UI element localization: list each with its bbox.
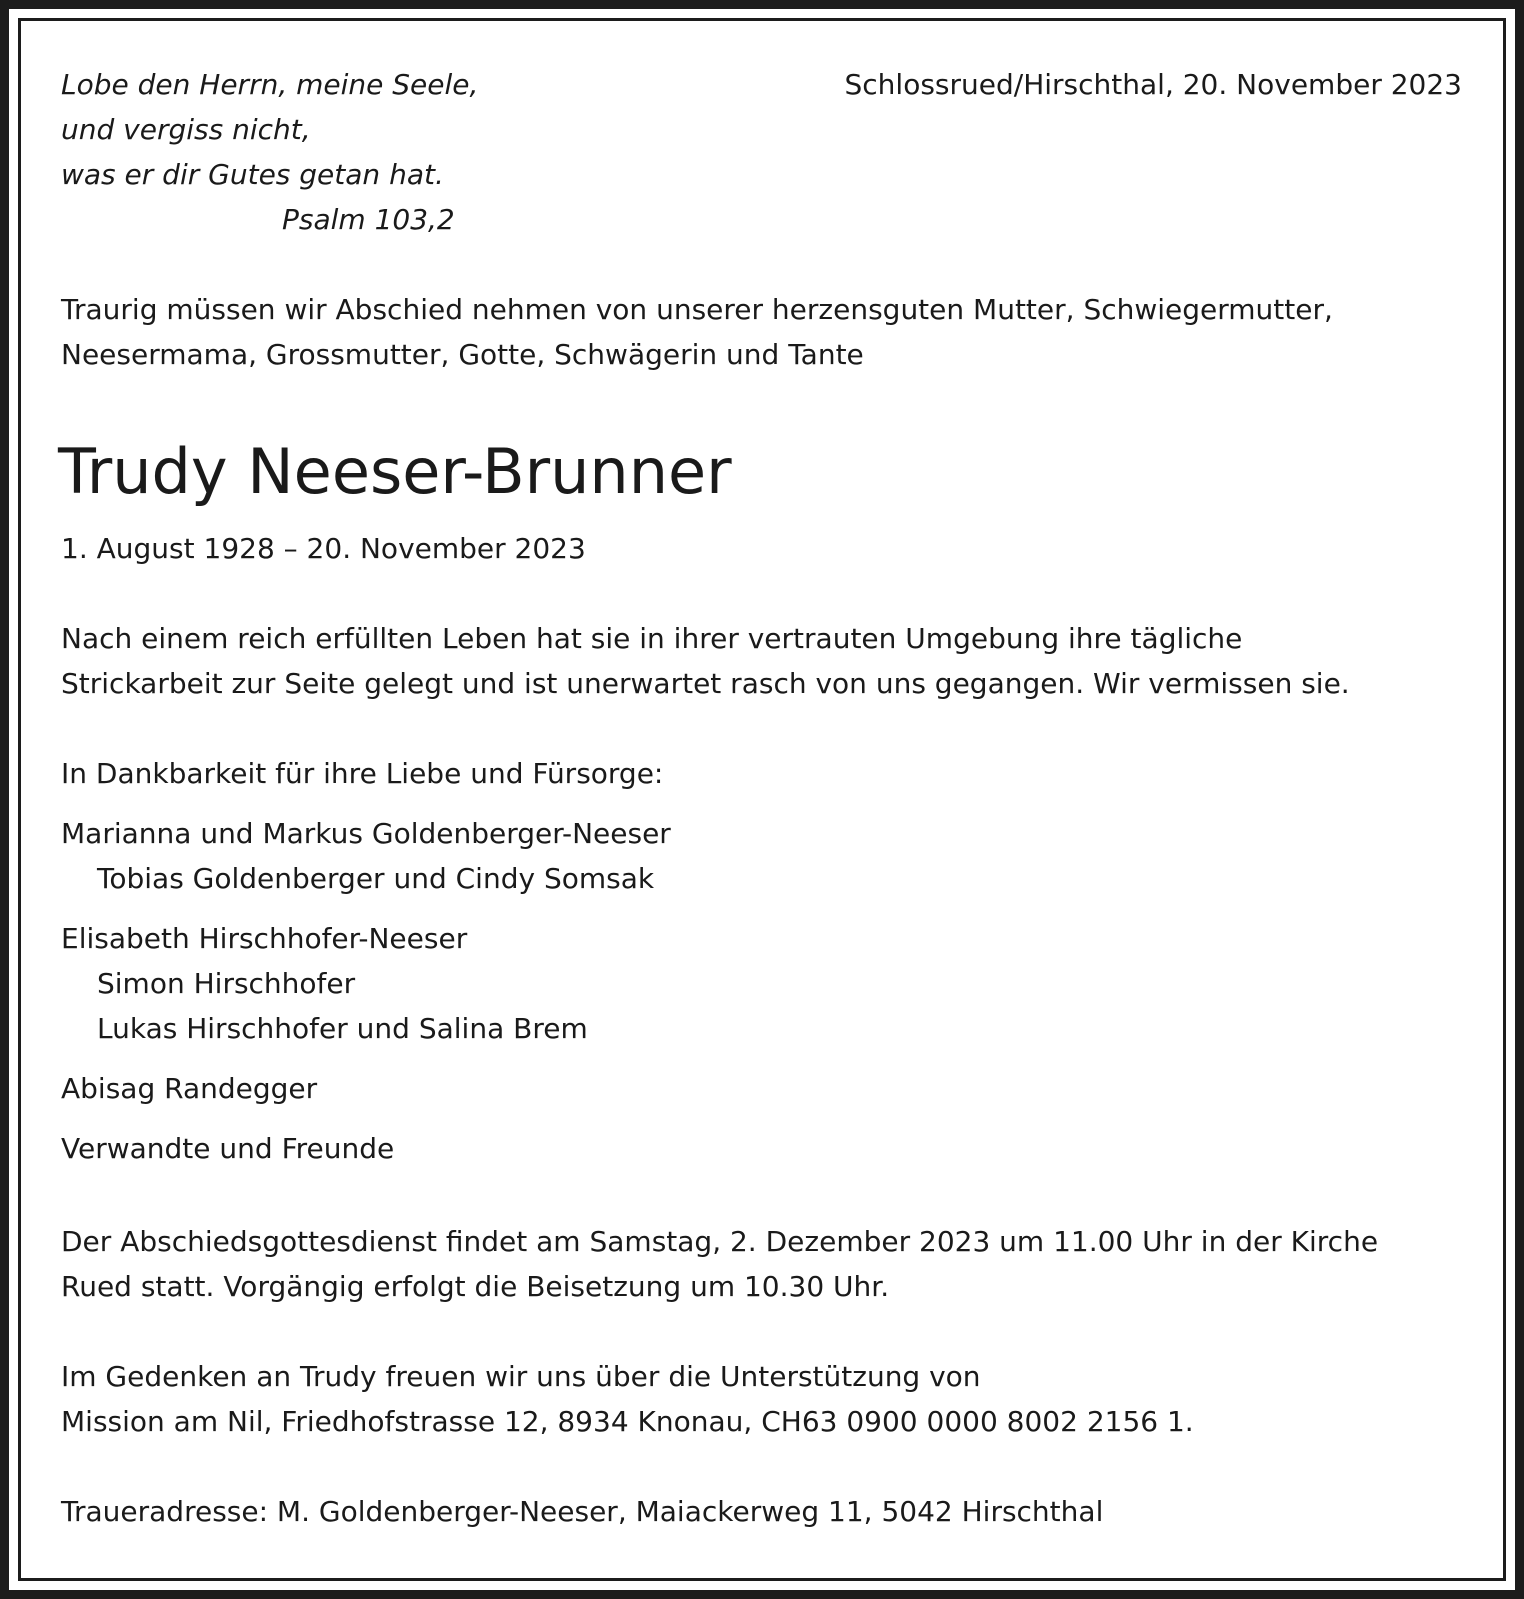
intro-line: Traurig müssen wir Abschied nehmen von unserer herzensguten Mutter, Schwiegermutter, — [61, 293, 1333, 326]
family-head: Elisabeth Hirschhofer-Neeser — [61, 922, 468, 955]
tribute-line: Strickarbeit zur Seite gelegt und ist unerwartet rasch von uns gegangen. Wir vermissen sie. — [61, 667, 1350, 700]
family-member: Lukas Hirschhofer und Salina Brem — [97, 1012, 588, 1045]
family-head: Verwandte und Freunde — [61, 1132, 395, 1165]
family-member: Simon Hirschhofer — [97, 967, 356, 1000]
gratitude-line: In Dankbarkeit für ihre Liebe und Fürsorge: — [61, 757, 664, 790]
inner-border — [18, 18, 1506, 1581]
donation-line: Mission am Nil, Friedhofstrasse 12, 8934 Knonau, CH63 0900 0000 8002 2156 1. — [61, 1405, 1194, 1438]
intro-text — [61, 287, 1333, 377]
lifespan-dates: 1. August 1928 – 20. November 2023 — [61, 532, 586, 565]
tribute-text — [61, 616, 1350, 706]
service-line: Rued statt. Vorgängig erfolgt die Beisetzung um 10.30 Uhr. — [61, 1270, 890, 1303]
deceased-name: Trudy Neeser-Brunner — [58, 435, 732, 508]
service-info — [61, 1219, 1378, 1309]
family-head: Abisag Randegger — [61, 1072, 318, 1105]
donation-info — [61, 1354, 1194, 1444]
family-group — [61, 811, 671, 901]
mourners-list — [61, 811, 671, 1186]
donation-line: Im Gedenken an Trudy freuen wir uns über die Unterstützung von — [61, 1360, 981, 1393]
verse-line: was er dir Gutes getan hat. — [61, 158, 444, 191]
intro-line: Neesermama, Grossmutter, Gotte, Schwägerin und Tante — [61, 338, 864, 371]
verse-reference: Psalm 103,2 — [282, 203, 455, 236]
verse-line: Lobe den Herrn, meine Seele, — [61, 68, 479, 101]
family-member: Tobias Goldenberger und Cindy Somsak — [97, 862, 655, 895]
family-group — [61, 1066, 671, 1111]
service-line: Der Abschiedsgottesdienst findet am Samstag, 2. Dezember 2023 um 11.00 Uhr in der Kirche — [61, 1225, 1379, 1258]
family-group — [61, 1126, 671, 1171]
place-date: Schlossrued/Hirschthal, 20. November 2023 — [844, 68, 1462, 101]
family-group — [61, 916, 671, 1051]
mourning-address: Traueradresse: M. Goldenberger-Neeser, Maiackerweg 11, 5042 Hirschthal — [61, 1495, 1104, 1528]
tribute-line: Nach einem reich erfüllten Leben hat sie in ihrer vertrauten Umgebung ihre tägliche — [61, 622, 1243, 655]
family-head: Marianna und Markus Goldenberger-Neeser — [61, 817, 671, 850]
verse-line: und vergiss nicht, — [61, 113, 311, 146]
